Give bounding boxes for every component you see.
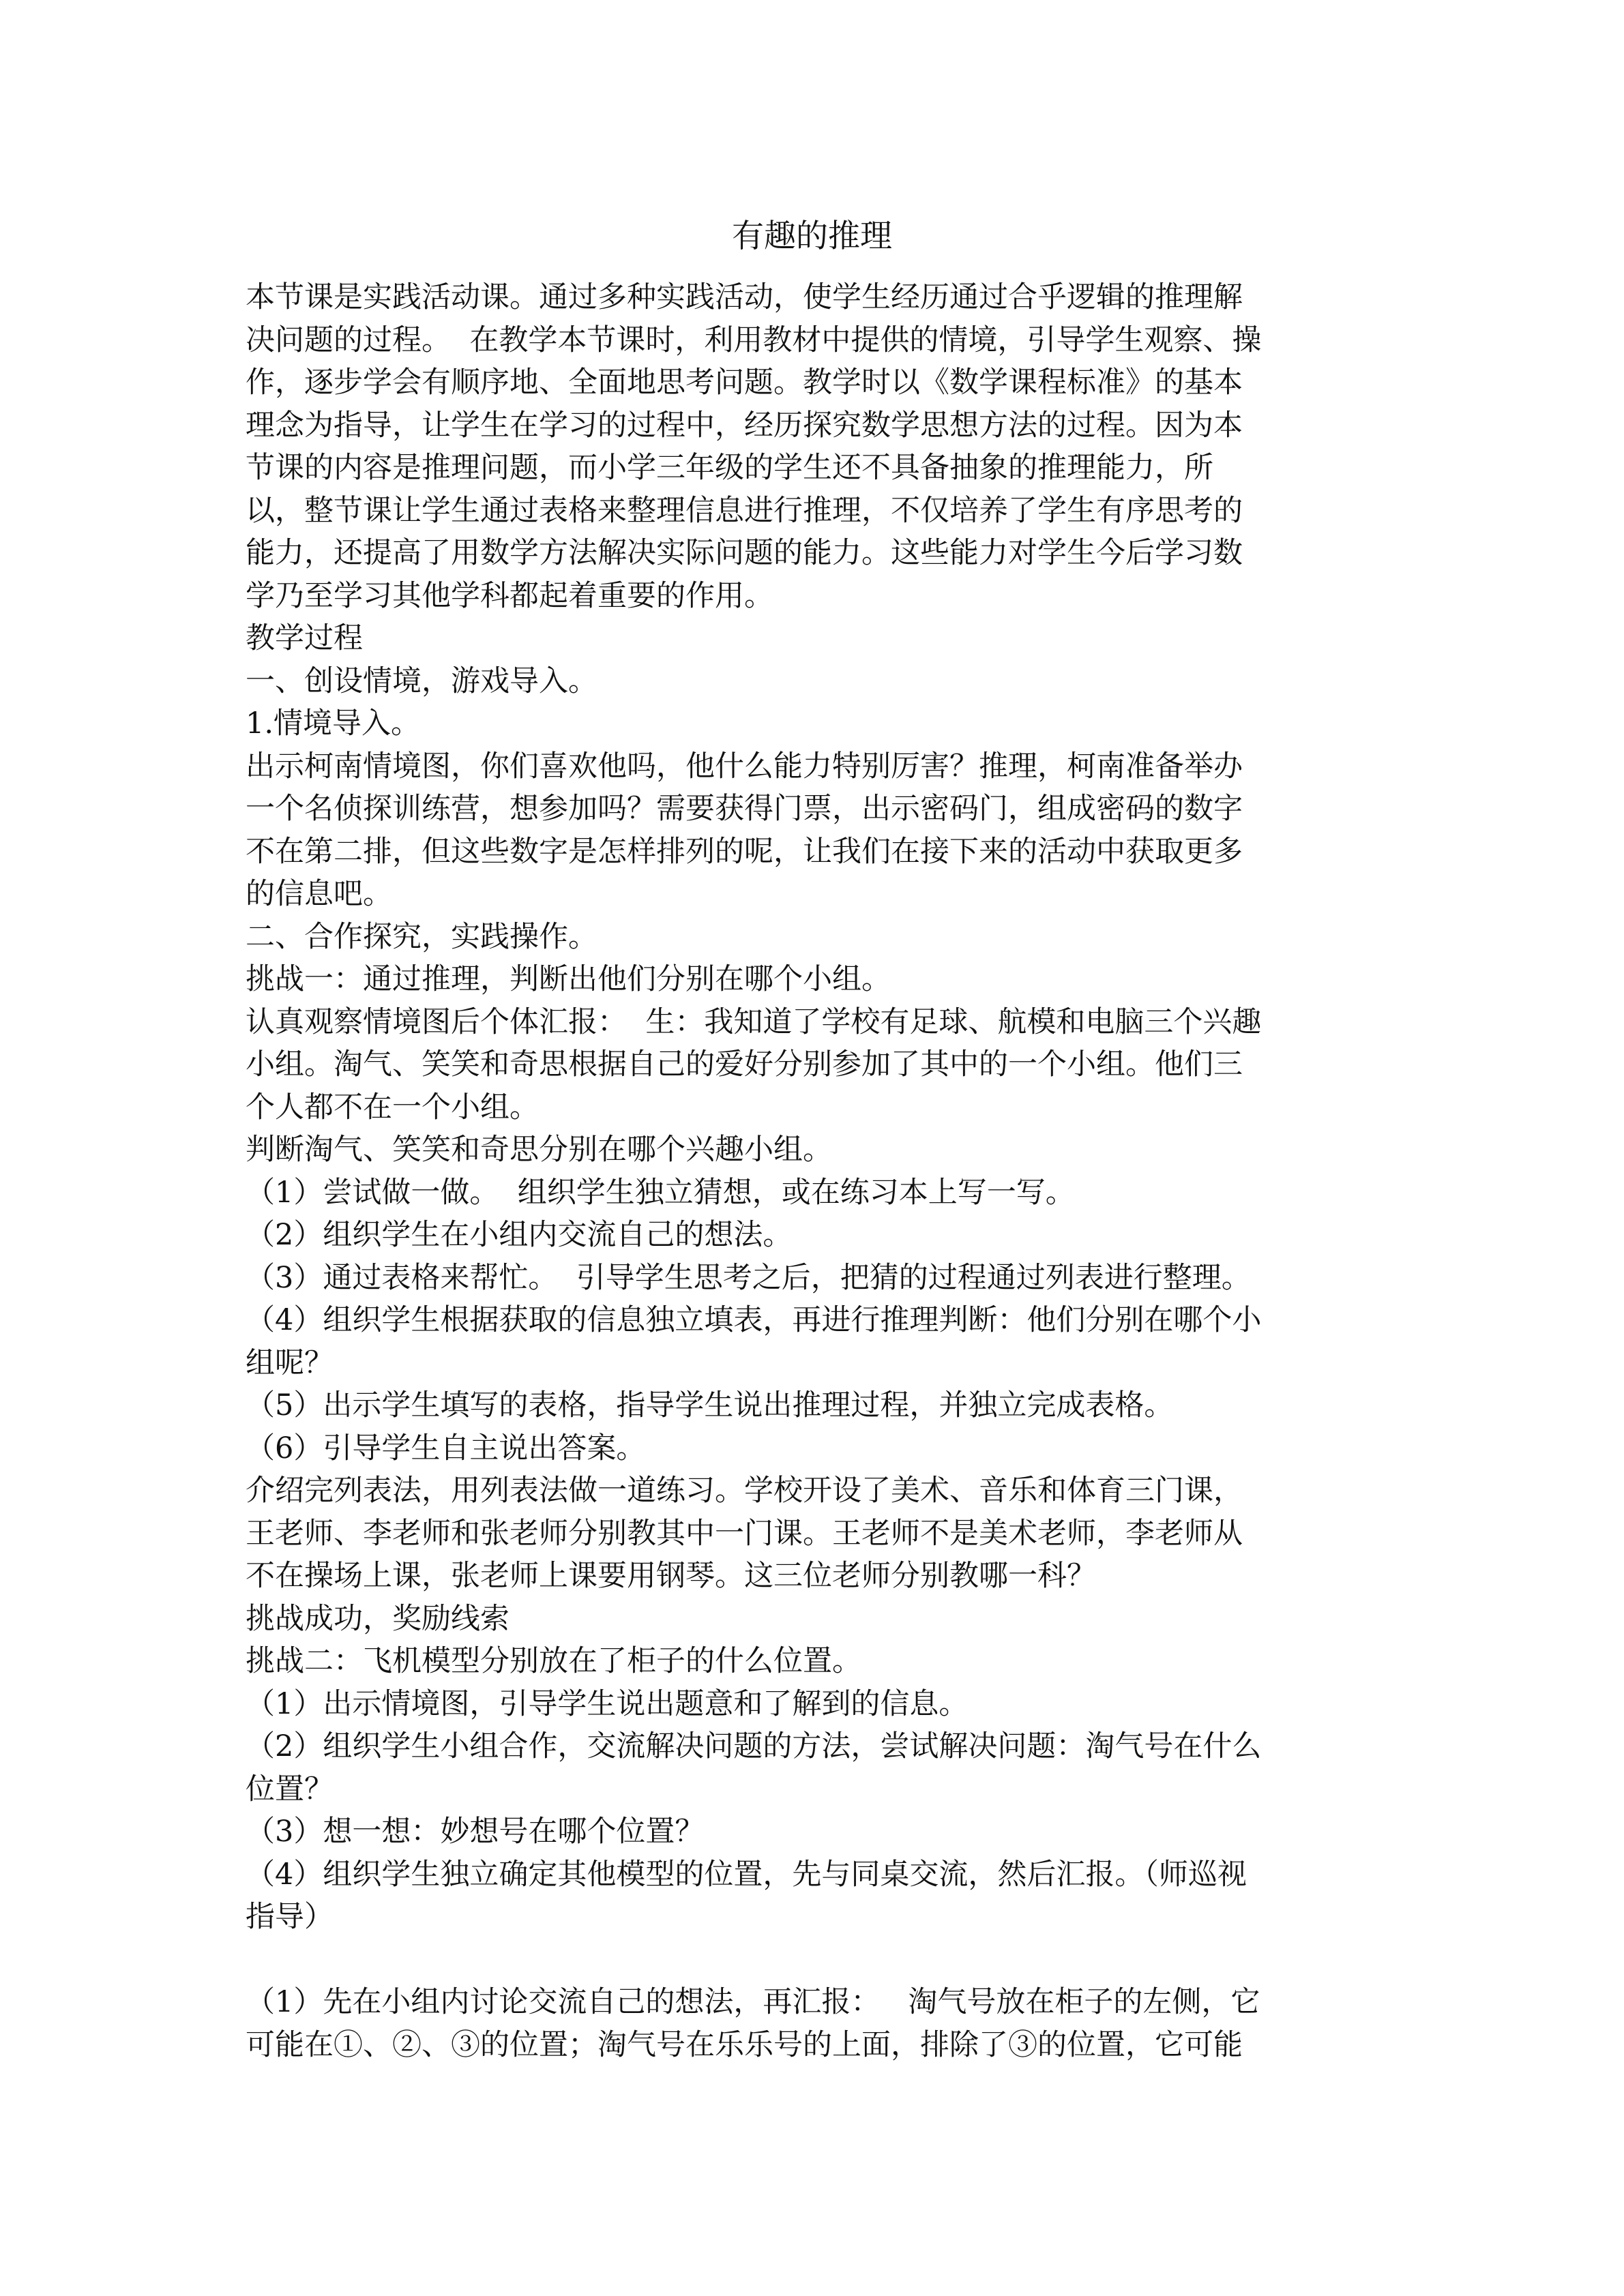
text-line: 的信息吧。: [246, 877, 392, 911]
text-line: （3）通过表格来帮忙。 引导学生思考之后，把猜的过程通过列表进行整理。: [246, 1260, 1251, 1295]
text-line: 一、创设情境，游戏导入。: [246, 664, 597, 698]
text-line: 决问题的过程。 在教学本节课时，利用教材中提供的情境，引导学生观察、操: [246, 323, 1262, 357]
text-line: 挑战成功，奖励线索: [246, 1601, 510, 1636]
text-line: 能力，还提高了用数学方法解决实际问题的能力。这些能力对学生今后学习数: [246, 536, 1243, 570]
text-line: 认真观察情境图后个体汇报： 生：我知道了学校有足球、航模和电脑三个兴趣: [246, 1004, 1262, 1039]
text-line: 出示柯南情境图，你们喜欢他吗，他什么能力特别厉害？推理，柯南准备举办: [246, 749, 1243, 784]
text-line: 学乃至学习其他学科都起着重要的作用。: [246, 578, 773, 613]
text-line: 一个名侦探训练营，想参加吗？需要获得门票，出示密码门，组成密码的数字: [246, 792, 1243, 826]
text-line: 作，逐步学会有顺序地、全面地思考问题。教学时以《数学课程标准》的基本: [246, 366, 1243, 400]
text-line: （2）组织学生在小组内交流自己的想法。: [246, 1218, 793, 1252]
text-line: （4）组织学生根据获取的信息独立填表，再进行推理判断：他们分别在哪个小: [246, 1303, 1262, 1337]
text-line: 不在第二排，但这些数字是怎样排列的呢，让我们在接下来的活动中获取更多: [246, 834, 1243, 869]
text-line: （2）组织学生小组合作，交流解决问题的方法，尝试解决问题：淘气号在什么: [246, 1729, 1262, 1763]
text-line: 个人都不在一个小组。: [246, 1090, 539, 1124]
document-body: [246, 276, 1378, 2066]
text-line: （1）尝试做一做。 组织学生独立猜想，或在练习本上写一写。: [246, 1175, 1075, 1210]
text-line: 可能在①、②、③的位置；淘气号在乐乐号的上面，排除了③的位置，它可能: [246, 2027, 1243, 2062]
text-line: 挑战一：通过推理，判断出他们分别在哪个小组。: [246, 962, 891, 996]
text-line: 理念为指导，让学生在学习的过程中，经历探究数学思想方法的过程。因为本: [246, 408, 1243, 443]
text-line: 介绍完列表法，用列表法做一道练习。学校开设了美术、音乐和体育三门课，: [246, 1474, 1243, 1508]
blank-line: [246, 1939, 1378, 1982]
text-line: （6）引导学生自主说出答案。: [246, 1431, 646, 1465]
text-line: 位置？: [246, 1772, 334, 1806]
text-line: （1）先在小组内讨论交流自己的想法，再汇报： 淘气号放在柜子的左侧，它: [246, 1985, 1260, 2019]
text-line: 王老师、李老师和张老师分别教其中一门课。王老师不是美术老师，李老师从: [246, 1516, 1243, 1551]
text-line: 判断淘气、笑笑和奇思分别在哪个兴趣小组。: [246, 1133, 832, 1167]
text-line: 挑战二：飞机模型分别放在了柜子的什么位置。: [246, 1644, 861, 1678]
text-line: （4）组织学生独立确定其他模型的位置，先与同桌交流，然后汇报。（师巡视: [246, 1857, 1247, 1892]
text-line: 1.情境导入。: [246, 706, 421, 741]
text-line: 小组。淘气、笑笑和奇思根据自己的爱好分别参加了其中的一个小组。他们三: [246, 1047, 1243, 1082]
text-line: 以，整节课让学生通过表格来整理信息进行推理，不仅培养了学生有序思考的: [246, 493, 1243, 528]
text-line: （3）想一想：妙想号在哪个位置？: [246, 1815, 705, 1849]
text-line: 节课的内容是推理问题，而小学三年级的学生还不具备抽象的推理能力，所: [246, 451, 1213, 485]
document-title: 有趣的推理: [732, 218, 892, 255]
text-line: 本节课是实践活动课。通过多种实践活动，使学生经历通过合乎逻辑的推理解: [246, 280, 1243, 314]
text-line: 不在操场上课，张老师上课要用钢琴。这三位老师分别教哪一科？: [246, 1559, 1096, 1593]
text-line: 组呢？: [246, 1345, 334, 1380]
text-line: 二、合作探究，实践操作。: [246, 919, 597, 954]
text-line: （5）出示学生填写的表格，指导学生说出推理过程，并独立完成表格。: [246, 1388, 1174, 1422]
text-line: （1）出示情境图，引导学生说出题意和了解到的信息。: [246, 1686, 969, 1721]
text-line: 教学过程: [246, 621, 363, 655]
text-line: 指导）: [246, 1900, 334, 1934]
